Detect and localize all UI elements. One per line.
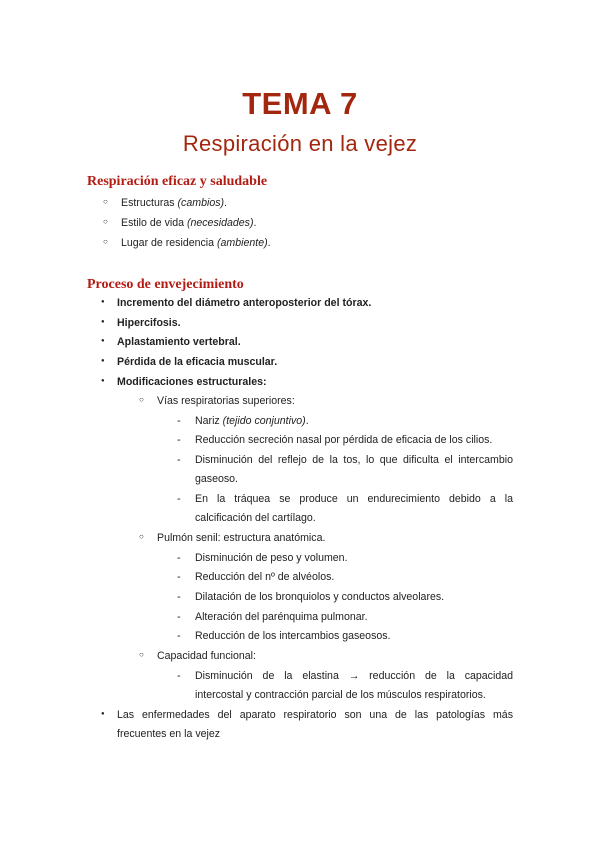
circle-bullet-icon [103,216,108,230]
section-heading-respiracion: Respiración eficaz y saludable [87,174,268,189]
list-item: Hipercifosis. [117,317,181,329]
dash-bullet-icon [177,551,181,566]
list-item: Estilo de vida (necesidades). [121,217,257,229]
list-item: Estructuras (cambios). [121,197,227,209]
dot-bullet-icon [101,296,105,311]
list-item: Pérdida de la eficacia muscular. [117,356,278,368]
dash-bullet-icon [177,669,181,684]
list-item: Reducción de los intercambios gaseosos. [195,630,391,642]
list-item: Disminución de peso y volumen. [195,552,348,564]
circle-bullet-icon [103,236,108,250]
dot-bullet-icon [101,316,105,331]
list-item: Alteración del parénquima pulmonar. [195,611,368,623]
dash-bullet-icon [177,610,181,625]
list-item: Nariz (tejido conjuntivo). [195,415,309,427]
dash-bullet-icon [177,414,181,429]
list-item: Modificaciones estructurales: [117,376,267,388]
circle-bullet-icon [103,196,108,210]
list-item: Disminución del reflejo de la tos, lo que dificulta el intercambio [195,454,513,466]
list-item-continuation: intercostal y contracción parcial de los músculos respiratorios. [195,689,486,701]
list-item-continuation: gaseoso. [195,473,238,485]
dash-bullet-icon [177,453,181,468]
list-item: Lugar de residencia (ambiente). [121,237,271,249]
sublist-label-pulmon: Pulmón senil: estructura anatómica. [157,532,326,544]
dot-bullet-icon [101,355,105,370]
circle-bullet-icon [139,394,144,408]
section-heading-proceso: Proceso de envejecimiento [87,277,244,292]
dash-bullet-icon [177,590,181,605]
list-item: Aplastamiento vertebral. [117,336,241,348]
list-item-continuation: frecuentes en la vejez [117,728,221,740]
dash-bullet-icon [177,492,181,507]
dash-bullet-icon [177,629,181,644]
list-item: En la tráquea se produce un endurecimiento debido a la [195,493,513,505]
page-subtitle: Respiración en la vejez [182,131,418,156]
circle-bullet-icon [139,649,144,663]
page-title: TEMA 7 [242,86,358,121]
dash-bullet-icon [177,433,181,448]
sublist-label-vias: Vías respiratorias superiores: [157,395,295,407]
circle-bullet-icon [139,531,144,545]
list-item: Dilatación de los bronquiolos y conductos alveolares. [195,591,445,603]
list-item: Disminución de la elastina → reducción de la capacidad [195,670,513,682]
dash-bullet-icon [177,570,181,585]
list-item: Las enfermedades del aparato respiratorio son una de las patologías más [117,709,513,721]
sublist-label-capacidad: Capacidad funcional: [157,650,256,662]
list-item: Reducción secreción nasal por pérdida de eficacia de los cilios. [195,434,493,446]
dot-bullet-icon [101,335,105,350]
dot-bullet-icon [101,375,105,390]
list-item-continuation: calcificación del cartílago. [195,512,316,524]
dot-bullet-icon [101,708,105,723]
list-item: Reducción del nº de alvéolos. [195,571,335,583]
list-item: Incremento del diámetro anteroposterior del tórax. [117,297,372,309]
